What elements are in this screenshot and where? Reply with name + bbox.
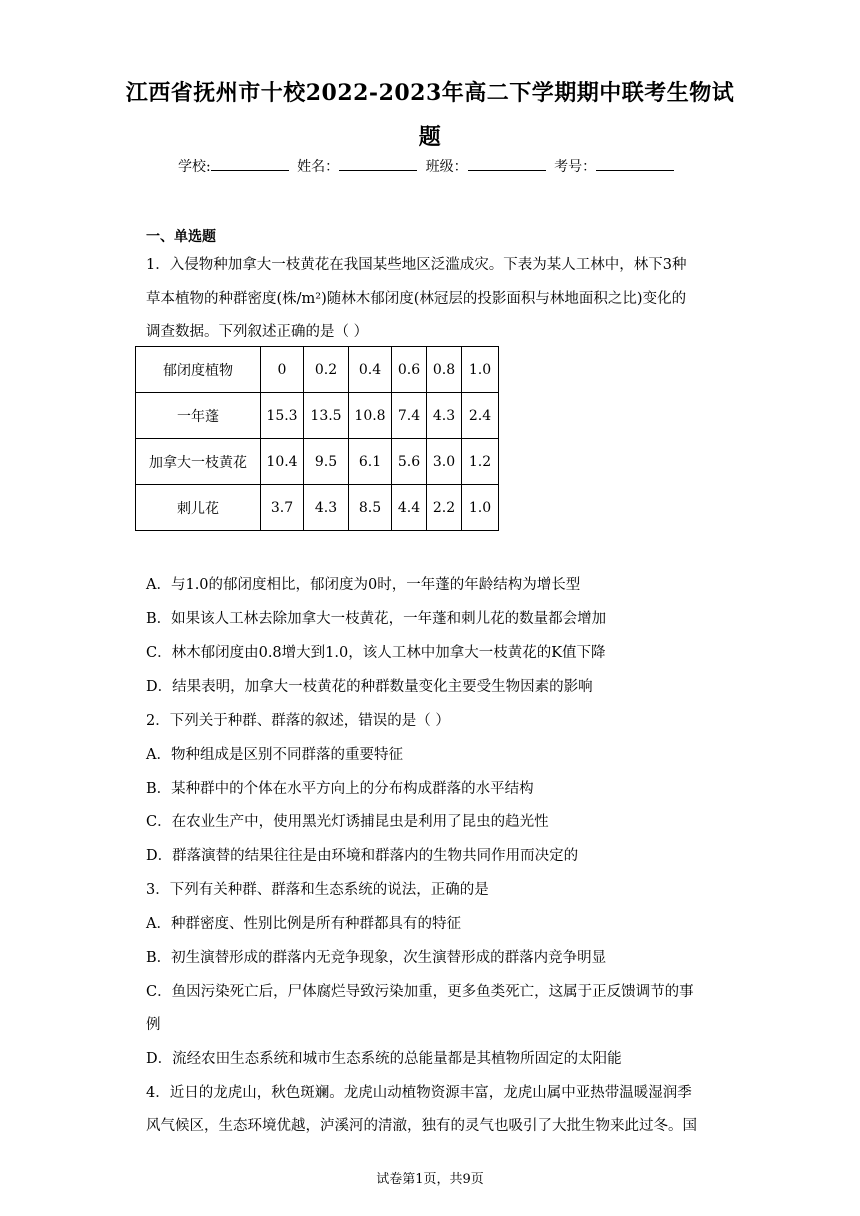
table-cell: 2.2 [427,485,462,531]
table-cell: 3.7 [261,485,304,531]
table-header-row [136,347,499,393]
q3-option-c: C．鱼因污染死亡后，尸体腐烂导致污染加重，更多鱼类死亡，这属于正反馈调节的事 [146,984,694,1000]
q2-option-d: D．群落演替的结果往往是由环境和群落内的生物共同作用而决定的 [146,848,579,864]
table-cell: 0 [261,347,304,393]
q3-option-c-continued: 例 [146,1017,161,1033]
q1-option-d: D．结果表明，加拿大一枝黄花的种群数量变化主要受生物因素的影响 [146,679,593,695]
exam-number-label: 考号： [554,159,597,175]
school-field[interactable] [211,157,289,171]
table-cell: 0.6 [392,347,427,393]
student-info-row [178,156,678,176]
exam-title-line2: 题 [418,124,442,150]
table-cell: 郁闭度植物 [136,347,261,393]
q2-option-c: C．在农业生产中，使用黑光灯诱捕昆虫是利用了昆虫的趋光性 [146,814,549,830]
table-cell: 4.3 [304,485,349,531]
q1-stem-line1: 1．入侵物种加拿大一枝黄花在我国某些地区泛滥成灾。下表为某人工林中，林下3种 [146,257,687,273]
table-cell: 1.0 [462,347,499,393]
table-cell: 6.1 [349,439,392,485]
name-label: 姓名： [297,159,340,175]
q3-option-a: A．种群密度、性别比例是所有种群都具有的特征 [146,916,461,932]
table-cell: 13.5 [304,393,349,439]
table-cell: 加拿大一枝黄花 [136,439,261,485]
table-cell: 15.3 [261,393,304,439]
table-cell: 4.4 [392,485,427,531]
exam-number-field[interactable] [596,157,674,171]
exam-title-line1: 江西省抚州市十校2022-2023年高二下学期期中联考生物试 [125,80,735,106]
table-cell: 9.5 [304,439,349,485]
q1-option-a: A．与1.0的郁闭度相比，郁闭度为0时，一年蓬的年龄结构为增长型 [146,577,581,593]
name-field[interactable] [339,157,417,171]
table-cell: 4.3 [427,393,462,439]
class-label: 班级： [425,159,468,175]
table-cell: 2.4 [462,393,499,439]
table-row [136,439,499,485]
q3-option-d: D．流经农田生态系统和城市生态系统的总能量都是其植物所固定的太阳能 [146,1051,622,1067]
q2-option-b: B．某种群中的个体在水平方向上的分布构成群落的水平结构 [146,781,534,797]
page-footer: 试卷第1页，共9页 [376,1172,484,1187]
table-cell: 0.2 [304,347,349,393]
table-cell: 一年蓬 [136,393,261,439]
q1-stem-line2: 草本植物的种群密度(株/m²)随林木郁闭度(林冠层的投影面积与林地面积之比)变化的 [146,291,687,307]
q1-option-b: B．如果该人工林去除加拿大一枝黄花，一年蓬和刺儿花的数量都会增加 [146,611,607,627]
table-row [136,393,499,439]
q3-stem: 3．下列有关种群、群落和生态系统的说法，正确的是 [146,882,489,898]
table-cell: 5.6 [392,439,427,485]
q2-option-a: A．物种组成是区别不同群落的重要特征 [146,747,403,763]
section-heading: 一、单选题 [146,229,216,245]
table-cell: 10.4 [261,439,304,485]
table-cell: 0.8 [427,347,462,393]
class-field[interactable] [468,157,546,171]
table-cell: 1.2 [462,439,499,485]
school-label: 学校: [178,159,211,175]
table-cell: 3.0 [427,439,462,485]
q1-option-c: C．林木郁闭度由0.8增大到1.0，该人工林中加拿大一枝黄花的K值下降 [146,645,606,661]
q1-stem-line3: 调查数据。下列叙述正确的是（ ） [146,324,369,340]
table-row [136,485,499,531]
q4-stem-line1: 4．近日的龙虎山，秋色斑斓。龙虎山动植物资源丰富，龙虎山属中亚热带温暖湿润季 [146,1085,692,1101]
table-cell: 10.8 [349,393,392,439]
table-cell: 7.4 [392,393,427,439]
q2-stem: 2．下列关于种群、群落的叙述，错误的是（ ） [146,713,450,729]
q3-option-b: B．初生演替形成的群落内无竞争现象，次生演替形成的群落内竞争明显 [146,950,607,966]
q1-data-table [135,346,499,531]
table-cell: 8.5 [349,485,392,531]
q4-stem-line2: 风气候区，生态环境优越，泸溪河的清澈，独有的灵气也吸引了大批生物来此过冬。国 [146,1118,697,1134]
table-cell: 1.0 [462,485,499,531]
table-cell: 0.4 [349,347,392,393]
table-cell: 刺儿花 [136,485,261,531]
